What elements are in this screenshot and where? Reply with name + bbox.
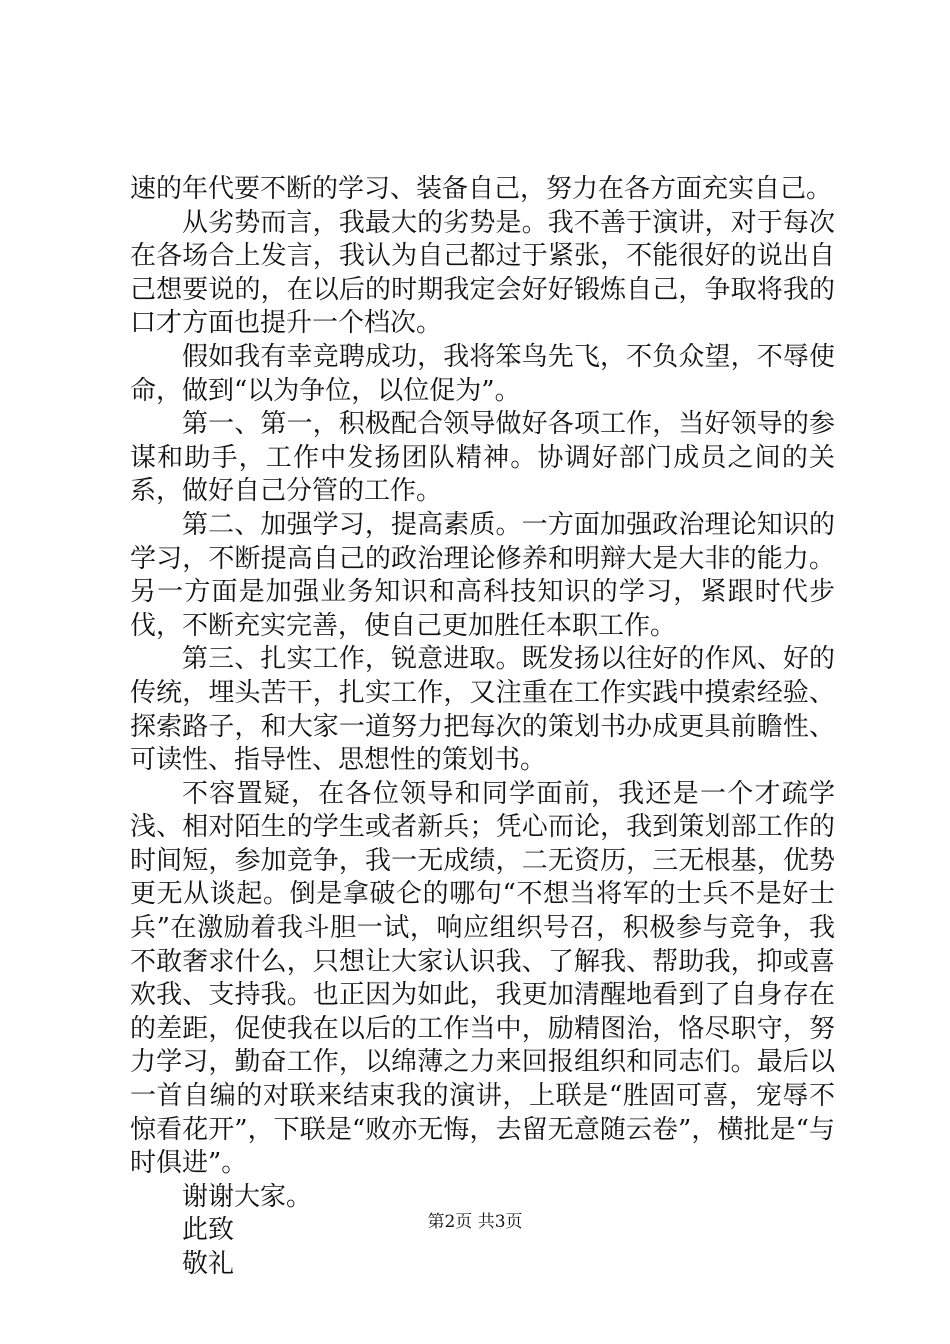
paragraph-third-point: 第三、扎实工作，锐意进取。既发扬以往好的作风、好的传统，埋头苦干，扎实工作，又注重在工作实践中摸索经验、探索路子，和大家一道努力把每次的策划书办成更具前瞻性、可读性、指导性、思想性的策划书。 [130, 644, 835, 776]
paragraph-salutation: 此致 [182, 1215, 235, 1246]
paragraph-weakness: 从劣势而言，我最大的劣势是。我不善于演讲，对于每次在各场合上发言，我认为自己都过于紧张，不能很好的说出自己想要说的，在以后的时期我定会好好锻炼自己，争取将我的口才方面也提升一个档次。 [130, 207, 835, 339]
document-body [130, 173, 835, 1282]
paragraph-regards: 敬礼 [182, 1249, 235, 1279]
paragraph-closing: 不容置疑，在各位领导和同学面前，我还是一个才疏学浅、相对陌生的学生或者新兵；凭心而论，我到策划部工作的时间短，参加竞争，我一无成绩，二无资历，三无根基，优势更无从谈起。倒是拿破仑的哪句“不想当将军的士兵不是好士兵”在激励着我斗胆一试，响应组织号召，积极参与竞争，我不敢奢求什么，只想让大家认识我、了解我、帮助我，抑或喜欢我、支持我。也正因为如此，我更加清醒地看到了自身存在的差距，促使我在以后的工作当中，励精图治，恪尽职守，努力学习，勤奋工作，以绵薄之力来回报组织和同志们。最后以一首自编的对联来结束我的演讲，上联是“胜固可喜，宠辱不惊看花开”，下联是“败亦无悔，去留无意随云卷”，横批是“与时俱进”。 [130, 778, 835, 1179]
paragraph-pledge: 假如我有幸竞聘成功，我将笨鸟先飞，不负众望，不辱使命，做到“以为争位，以位促为”。 [130, 341, 835, 406]
paragraph-second-point: 第二、加强学习，提高素质。一方面加强政治理论知识的学习，不断提高自己的政治理论修养和明辩大是大非的能力。另一方面是加强业务知识和高科技知识的学习，紧跟时代步伐，不断充实完善，使自己更加胜任本职工作。 [130, 509, 835, 641]
paragraph-first-point: 第一、第一，积极配合领导做好各项工作，当好领导的参谋和助手，工作中发扬团队精神。协调好部门成员之间的关系，做好自己分管的工作。 [130, 409, 835, 507]
paragraph-thanks: 谢谢大家。 [182, 1181, 313, 1212]
page-number-footer: 第2页 共3页 [427, 1212, 523, 1232]
paragraph-continuation: 速的年代要不断的学习、装备自己，努力在各方面充实自己。 [130, 174, 833, 204]
